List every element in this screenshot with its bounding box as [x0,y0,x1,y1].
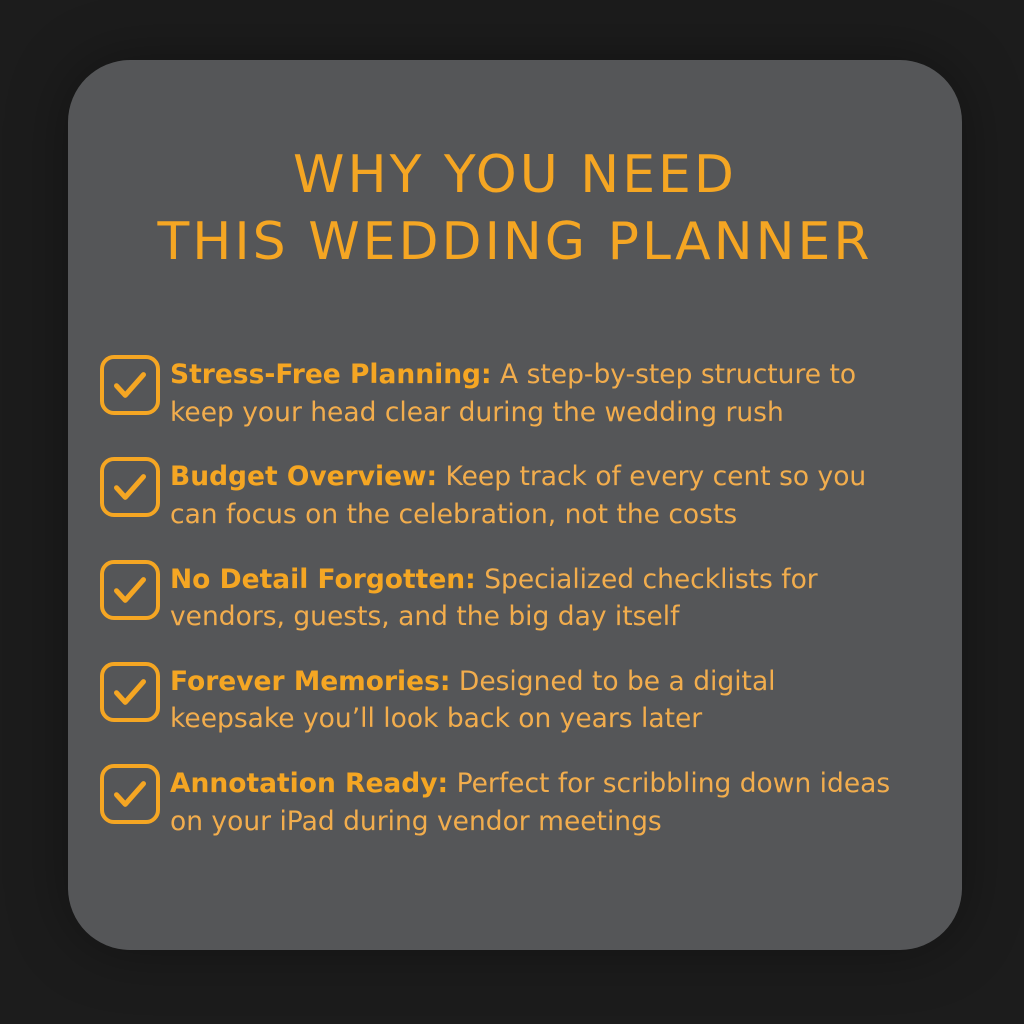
list-item [100,762,934,840]
checkbox-checked[interactable] [100,560,160,620]
check-icon [111,571,149,609]
page-title-line-2: THIS WEDDING PLANNER [157,211,873,272]
benefit-text [170,455,900,533]
benefits-list [100,353,934,864]
benefit-lead: Budget Overview: [170,461,438,493]
check-icon [111,468,149,506]
benefit-desc: Keep track of every cent so you can focus on the celebration, not the costs [170,461,867,530]
page-title-line-1: WHY YOU NEED [293,145,737,205]
benefit-desc: Designed to be a digital keepsake you’ll look back on years later [170,665,776,735]
checkbox-checked[interactable] [100,662,160,722]
checkbox-checked[interactable] [100,457,160,517]
benefit-text [170,353,900,431]
list-item [100,660,934,738]
page-title [68,60,962,275]
benefit-text [170,558,900,636]
content-card [68,60,962,950]
check-icon [111,366,149,404]
benefit-desc: A step-by-step structure to keep your head clear during the wedding rush [170,359,857,428]
check-icon [111,673,149,711]
benefit-text [170,660,900,738]
benefit-lead: No Detail Forgotten: [170,563,476,595]
benefit-desc: Perfect for scribbling down ideas on your iPad during vendor meetings [170,768,891,837]
checkbox-checked[interactable] [100,355,160,415]
benefit-lead: Forever Memories: [170,665,451,697]
checkbox-checked[interactable] [100,764,160,824]
benefit-desc: Specialized checklists for vendors, guests, and the big day itself [170,563,818,633]
list-item [100,353,934,431]
list-item [100,558,934,636]
check-icon [111,775,149,813]
benefit-text [170,762,900,840]
list-item [100,455,934,533]
benefit-lead: Stress-Free Planning: [170,359,492,390]
benefit-lead: Annotation Ready: [170,768,449,799]
